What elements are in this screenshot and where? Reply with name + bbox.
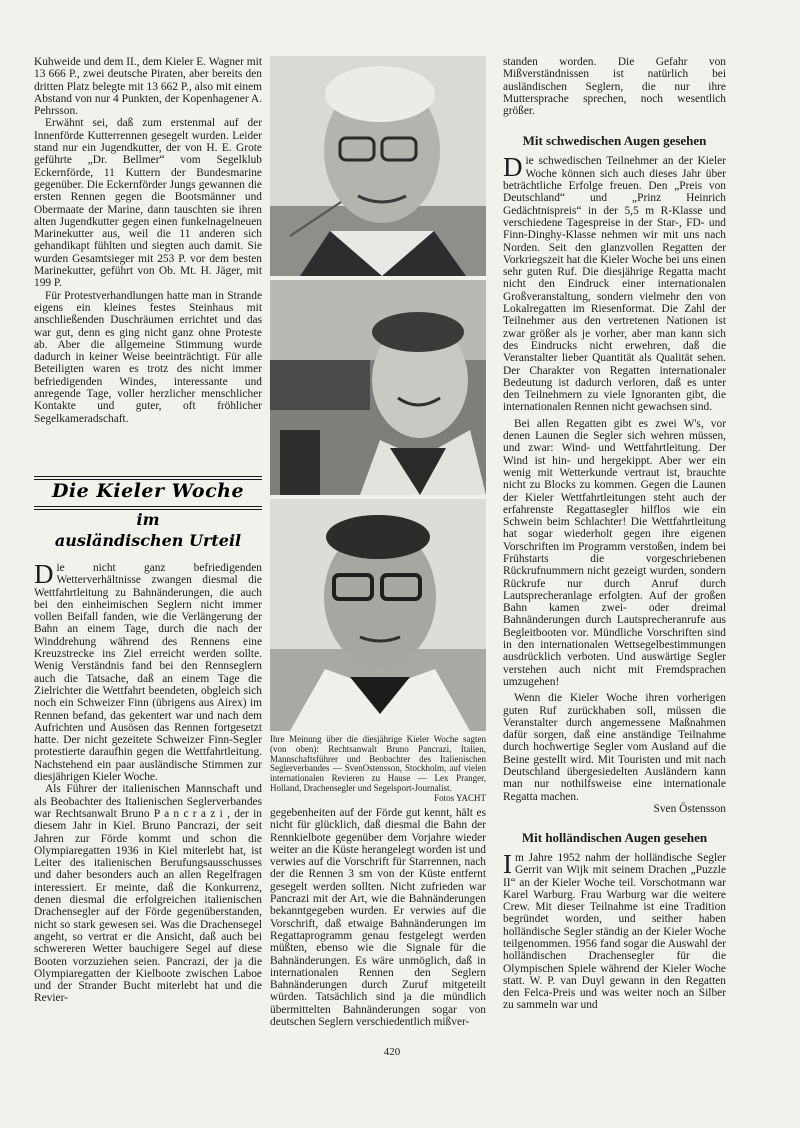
paragraph: Wenn die Kieler Woche ihren vorherigen guten Ruf zurückhaben soll, müssen die Veranstalter durch angemessene Maßnahmen dafür sorgen, daß eine anständige Teilnahme durch hochwertige Segler vom Ausland auf die Beine gestellt wird. Mit Touristen und mit nach Deutschland übergesiedelten Ausländern kann man nur nothilfsweise eine internationale Regatta machen. (503, 692, 726, 803)
paragraph: Im Jahre 1952 nahm der holländische Segler Gerrit van Wijk mit seinem Drachen „Puzzle II“ an der Kieler Woche teil. Vorschotmann war Karel Warburg. Frau Warburg war die weitere Crew. Mit dieser Teilnahme ist eine Tradition begründet worden, und seither haben holländische Segler ständig an der Kieler Woche teilgenommen. 1956 fand sogar die Auswahl der holländischen Drachensegler für die Olympischen Spiele während der Kieler Woche statt. W. P. van Duyl gewann in den Regatten den Felca-Preis und was weiter noch an Silber zu sammeln war und (503, 848, 726, 1012)
portrait-photo-pranger (270, 499, 486, 731)
author-signature: Sven Östensson (653, 802, 726, 815)
headline-line-2: im (136, 510, 160, 529)
paragraph: standen worden. Die Gefahr von Mißverständnissen ist natürlich bei ausländischen Seglern, die nur ihre Muttersprache sprechen, noch wesentlich größer. (503, 56, 726, 118)
headline-line-3: ausländischen Urteil (54, 531, 242, 550)
photo-caption (270, 735, 486, 804)
paragraph: Für Protestverhandlungen hatte man in Strande eigens ein kleines festes Steinhaus mit anschließenden Duschräumen errichtet und das war gut, denn es ging nicht ganz ohne Proteste ab. Aber die allgemeine Stimmung wurde dadurch in keiner Weise beeinträchtigt. Für alle Beteiligten waren es trotz des nicht immer befriedigenden Windes, interessante und anregende Tage, voller herzlicher menschlicher Kontakte und guter, oft fröhlicher Segelkameradschaft. (34, 289, 262, 425)
caption-text: Ihre Meinung über die diesjährige Kieler Woche sagten (von oben): Rechtsanwalt Bruno Pancrazi, Italien, Mannschaftsführer und Beobachter des Italienischen Seglerverbandes — SvenOstensson, Stockholm, auf vielen internationalen Revieren zu Hause — Lex Pranger, Holland, Drachensegler und Segelsport-Journalist. (270, 734, 486, 793)
paragraph: gegebenheiten auf der Förde gut kennt, hält es nicht für glücklich, daß diesmal die Bahn der Rennkielbote gegenüber dem Vorjahre wieder weiter an die Küste herangelegt worden ist und verwies auf die Vorschrift für Starrennen, nach der die Rennen 3 sm von der Küste entfernt gesegelt werden sollten. Nicht zufrieden war Pancrazi mit der Art, wie die Bahnänderungen bekanntgegeben wurden. Er verwies auf die Vorschrift, daß etwaige Bahnänderungen im Regattaprogramm genau festgelegt werden müßten, ebenso wie die Signale für die Bahnänderungen. Es wäre unmöglich, daß in internationalen Rennen den Seglern Bahnänderungen durch Zuruf mitgeteilt würden. Tatsächlich sind ja die mündlich übermittelten Bahnänderungen sogar von deutschen Seglern verschiedentlich mißver- (270, 807, 486, 1029)
paragraph: Kuhweide und dem II., dem Kieler E. Wagner mit 13 666 P., zwei deutsche Piraten, aber bereits den dritten Platz belegte mit 13 662 P., also mit einem Abstand von nur 4 Punkten, der Kopenhagener A. Pehrsson. (34, 56, 262, 118)
article-headline (34, 474, 262, 552)
paragraph: Bei allen Regatten gibt es zwei W's, vor denen Launen die Segler sich wehren müssen, und zwar: Wind- und Wettfahrtleitung. Der Wind ist hin- und hergekippt. Aber wer ein wenig mit Wetterkunde vertraut ist, brauchte nicht zu Blocks zu kommen. Gegen die Launen der Kieler Wettfahrtleitungen steht auch der erfahrenste Regattasegler hilflos wie ein Schwein beim Schlachter! Die Wettfahrtleitung hat sogar wiederholt gegen ihre eigenen Vorschriften im Programm verstoßen, indem bei Frühstarts die vorgeschriebenen Rückrufnummern nicht gezeigt wurden, sondern Rückrufe nur durch Anruf durch Lautsprecheranlage erfolgten. Auf der großen Bahn kamen zwei- oder dreimal Bahnänderungen durch Lautsprecheranrufe aus Begleitbooten vor. Mündliche Vorschriften sind in den internationalen Wettsegelbestimmungen ausdrücklich verboten. Und auswärtige Segler verstehen auch nicht mit Fremdsprachen umzugehen! (503, 417, 726, 688)
column-1-bottom (34, 559, 262, 1005)
page-number: 420 (383, 1046, 401, 1058)
photo-credit: Fotos YACHT (434, 792, 486, 803)
paragraph: Als Führer der italienischen Mannschaft und als Beobachter des Italienischen Seglerverbandes war Rechtsanwalt Bruno P a n c r a z i , der in diesem Jahr in Kiel. Bruno Pancrazi, der seit Jahren zur Förde kommt und schon die Olympiaregatten 1936 in Kiel miterlebt hat, ist Leiter des italienischen Berufungsausschusses und daher besonders auch an allen Regelfragen interessiert. Er meinte, daß die Konkurrenz, denen diesmal die erfolgreichen italienischen Drachensegler auf der Förde gegenüberstanden, nicht so stark gewesen sei. Was die Drachensegel angeht, so vertrat er die Ansicht, daß auch bei schwereren Wetter bauchigere Segel auf diese Booten vorzuziehen seien. Pancrazi, der ja die Olympiaregatten der Kielboote zwischen Laboe und der Strander Bucht miterlebt hat und die Revier- (34, 783, 262, 1005)
column-2-bottom (270, 807, 486, 1028)
paragraph: Die nicht ganz befriedigenden Wetterverhältnisse zwangen diesmal die Wettfahrtleitung zu Bahnänderungen, die auch bei den einheimischen Seglern nicht immer vollen Beifall fanden, wie die Verlängerung der Bahn an einem Tage, durch die nach der Winddrehung während des Rennens eine Kreuzstrecke ins Ziel erreicht werden sollte. Wenig Verständnis fand bei den Rennseglern auch die Tatsache, daß an einem Tage die Zielrichter die Wettfahrt beendeten, obgleich sich noch ein Schweizer Finn (übrigens aus Airex) im Rennen befand, das gekentert war und nach dem Aufrichten und Ausösen das Rennen fortgesetzt hatte. Der nicht gezeitete Schweizer Finn-Segler protestierte daraufhin gegen die Wettfahrtleitung. Nachstehend ein paar ausländische Stimmen zur diesjährigen Kieler Woche. (34, 559, 262, 784)
section-heading-dutch: Mit holländischen Augen gesehen (521, 829, 708, 845)
portrait-photo-pancrazi (270, 56, 486, 276)
column-1-top (34, 56, 262, 425)
headline-line-1: Die Kieler Woche (34, 480, 262, 502)
paragraph: Erwähnt sei, daß zum erstenmal auf der Innenförde Kutterrennen gesegelt wurden. Leider stand nur ein Jugendkutter, der von H. E. Grote geführte „Dr. Bellmer“ vom Segelklub Eckernförde, 11 Kuttern der Bundesmarine gegenüber. Die Eckernförder Jungs gewannen die ersten Rennen gegen die Bootsmänner und Obermaate der Marine, dann tauschten sie ihren alten Jugendkutter gegen einen funkelnagelneuen Marinekutter aus, weil die 11 anderen sich gehandikapt fühlten und siegten auch damit. Sie wurden Gesamtsieger mit 253 P. vor dem besten Marinekutter, geführt von Ob. Mt. H. Jäger, mit 199 P. (34, 117, 262, 290)
portrait-photo-ostensson (270, 280, 486, 495)
section-heading-swedish: Mit schwedischen Augen gesehen (522, 133, 707, 149)
column-3 (503, 56, 726, 1012)
paragraph: Die schwedischen Teilnehmer an der Kieler Woche können sich auch dieses Jahr über beträchtliche Erfolge freuen. Den „Preis von Deutschland“ und „Prinz Heinrich Gedächtnispreis“ in der 5,5 m R-Klasse und verschiedene Tagespreise in der Star-, FD- und Finn-Dinghy-Klasse nehmen wir mit uns nach Norden. Seit den glanzvollen Regatten der Vorkriegszeit hat die Kieler Woche bei uns einen sehr guten Ruf. Die diesjährige Regatta macht nicht den Eindruck einer internationalen Großveranstaltung, sondern vielmehr den von Lokalregatten im Riesenformat. Die Zahl der Teilnehmer aus den vertretenen Nationen ist zwar größer als je vorher, aber man kann sich des Eindrucks nicht erwehren, daß die Veranstalter lieber Quantität als Qualität sehen. Der Charakter von Regatten internationaler Bedeutung ist dadurch verloren, daß es unter den Teilnehmern zu viele Ignoranten gibt, die internationalen Rennen nicht gewachsen sind. (503, 152, 726, 414)
